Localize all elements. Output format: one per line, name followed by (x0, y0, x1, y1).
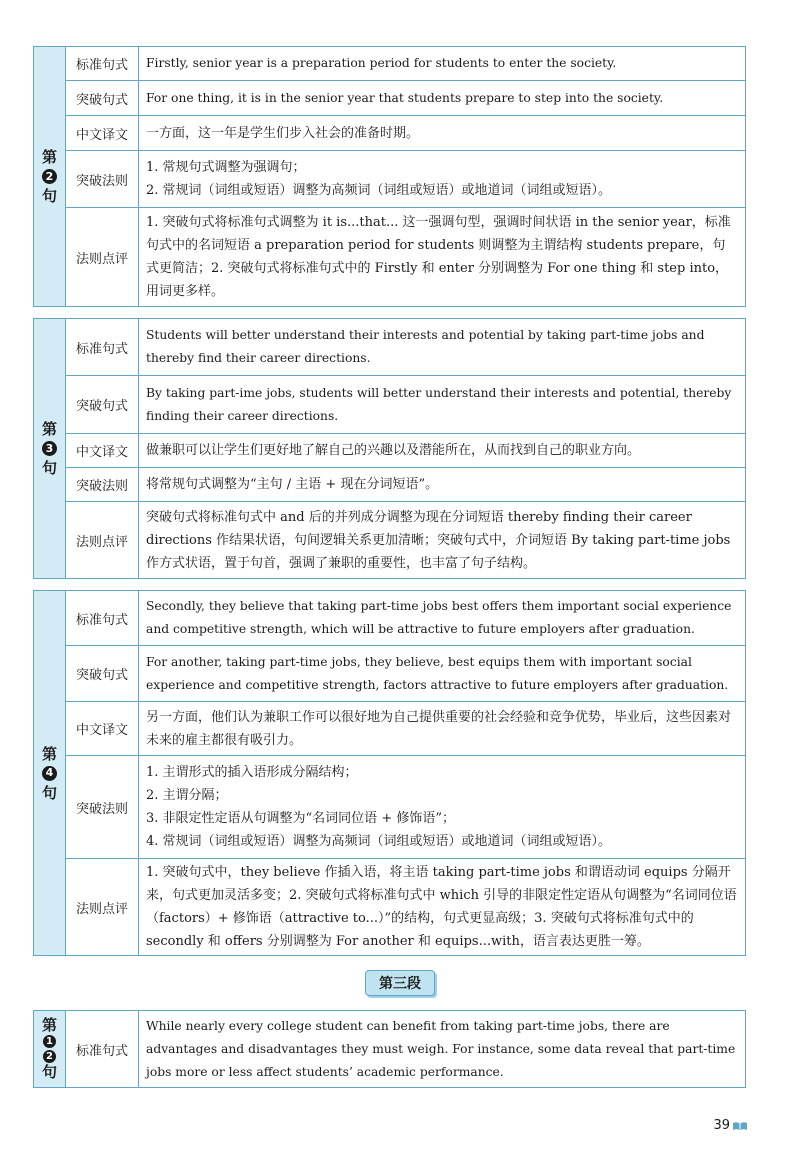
sentence-1-2-side-label (34, 1011, 66, 1087)
comment-row (66, 859, 745, 955)
sentence-2-side-label (34, 47, 66, 306)
row-label: 突破法则 (66, 151, 139, 207)
row-label: 突破法则 (66, 468, 139, 501)
side-suffix: 句 (41, 459, 57, 477)
row-label: 突破法则 (66, 756, 139, 858)
paragraph-badge: 第三段 (365, 970, 435, 996)
comment-text: 突破句式将标准句式中 and 后的并列成分调整为现在分词短语 thereby finding their career directions 作结果状语，句间逻辑关系更加清晰；突破句式中，介词短语 By taking part-time jobs 作方式状语，置于句首，强调了兼职的重要性，也丰富了句子结构。 (146, 509, 731, 571)
page-number (713, 1118, 748, 1133)
side-suffix: 句 (41, 187, 57, 205)
sentence-1-2-block (33, 1010, 746, 1088)
row-label: 标准句式 (66, 1011, 139, 1087)
rule-row (66, 756, 745, 859)
sentence-4-block (33, 590, 746, 956)
book-icon (732, 1121, 748, 1131)
rule-row (66, 468, 745, 502)
standard-sentence: Firstly, senior year is a preparation period for students to enter the society. (146, 56, 617, 70)
rule-line: 1. 常规句式调整为强调句； (146, 160, 306, 175)
comment-row (66, 502, 745, 578)
sentence-2-block (33, 46, 746, 307)
breakthrough-sentence: For one thing, it is in the senior year that students prepare to step into the society. (146, 90, 664, 105)
row-label: 法则点评 (66, 208, 139, 306)
paragraph-heading-wrap (0, 970, 800, 996)
sentence-3-block (33, 318, 746, 579)
standard-sentence: Students will better understand their interests and potential by taking part-time jobs and thereby find their career directions. (146, 328, 705, 365)
row-label: 突破句式 (66, 376, 139, 433)
rule-line: 2. 常规词（词组或短语）调整为高频词（词组或短语）或地道词（词组或短语）。 (146, 183, 612, 198)
number-circle: 3 (42, 441, 57, 456)
comment-text: 1. 突破句式将标准句式调整为 it is...that... 这一强调句型，强调时间状语 in the senior year，标准句式中的名词短语 a preparation period for students 则调整为主谓结构 students prepare，句式更简洁；2. 突破句式将标准句式中的 Firstly 和 enter 分别调整为 For one thing 和 step into，用词更多样。 (146, 215, 731, 299)
translation-row (66, 116, 745, 151)
comment-row (66, 208, 745, 306)
number-circle: 4 (42, 766, 57, 781)
side-prefix: 第 (41, 1016, 57, 1034)
side-suffix: 句 (41, 1063, 57, 1081)
number-circle: 2 (42, 169, 57, 184)
rule-row (66, 151, 745, 208)
comment-text: 1. 突破句式中，they believe 作插入语，将主语 taking part-time jobs 和谓语动词 equips 分隔开来，句式更加灵活多变；2. 突破句式将标准句式中 which 引导的非限定性定语从句调整为“名词同位语（factors）+ 修饰语（attractive to...）”的结构，句式更显高级；3. 突破句式将标准句式中的 secondly 和 offers 分别调整为 For another 和 equips...with，语言表达更胜一筹。 (146, 865, 737, 949)
translation-text: 一方面，这一年是学生们步入社会的准备时期。 (146, 125, 420, 141)
translation-text: 另一方面，他们认为兼职工作可以很好地为自己提供重要的社会经验和竞争优势，毕业后，这些因素对未来的雇主都很有吸引力。 (146, 709, 732, 748)
row-label: 法则点评 (66, 859, 139, 955)
row-label: 标准句式 (66, 591, 139, 645)
standard-row (66, 47, 745, 81)
standard-sentence: While nearly every college student can benefit from taking part-time jobs, there are advantages and disadvantages they must weigh. For instance, some data reveal that part-time jobs more or less affect students’ academic performance. (146, 1018, 736, 1079)
side-prefix: 第 (41, 420, 57, 438)
row-label: 中文译文 (66, 434, 139, 467)
breakthrough-row (66, 81, 745, 116)
side-suffix: 句 (41, 783, 57, 802)
translation-row (66, 702, 745, 756)
breakthrough-sentence: By taking part-ime jobs, students will better understand their interests and potential, thereby finding their career directions. (146, 385, 732, 423)
standard-row (66, 319, 745, 376)
rule-line: 4. 常规词（词组或短语）调整为高频词（词组或短语）或地道词（词组或短语）。 (146, 834, 612, 849)
rule-line: 2. 主谓分隔； (146, 788, 228, 803)
number-circle: 1 (43, 1035, 56, 1048)
rule-text (139, 756, 745, 858)
rule-line: 将常规句式调整为“主句 / 主语 + 现在分词短语”。 (146, 477, 439, 492)
side-prefix: 第 (41, 148, 57, 166)
row-label: 标准句式 (66, 47, 139, 80)
row-label: 中文译文 (66, 702, 139, 755)
row-label: 突破句式 (66, 646, 139, 701)
page-number-text: 39 (713, 1118, 730, 1133)
translation-row (66, 434, 745, 468)
rule-line: 1. 主谓形式的插入语形成分隔结构； (146, 765, 358, 780)
sentence-4-side-label (34, 591, 66, 955)
rule-text (139, 468, 745, 501)
breakthrough-sentence: For another, taking part-time jobs, they believe, best equips them with important social experience and competitive strength, factors attractive to future employers after graduation. (146, 654, 729, 692)
side-prefix: 第 (41, 744, 57, 763)
standard-row (66, 1011, 745, 1087)
number-circle: 2 (43, 1050, 56, 1063)
translation-text: 做兼职可以让学生们更好地了解自己的兴趣以及潜能所在，从而找到自己的职业方向。 (146, 443, 641, 458)
breakthrough-row (66, 376, 745, 434)
rule-line: 3. 非限定性定语从句调整为“名词同位语 + 修饰语”； (146, 811, 455, 826)
row-label: 突破句式 (66, 81, 139, 115)
standard-row (66, 591, 745, 646)
sentence-3-side-label (34, 319, 66, 578)
breakthrough-row (66, 646, 745, 702)
standard-sentence: Secondly, they believe that taking part-time jobs best offers them important social experience and competitive strength, which will be attractive to future employers after graduation. (146, 599, 732, 636)
row-label: 法则点评 (66, 502, 139, 578)
row-label: 中文译文 (66, 116, 139, 150)
rule-text (139, 151, 745, 207)
row-label: 标准句式 (66, 319, 139, 375)
